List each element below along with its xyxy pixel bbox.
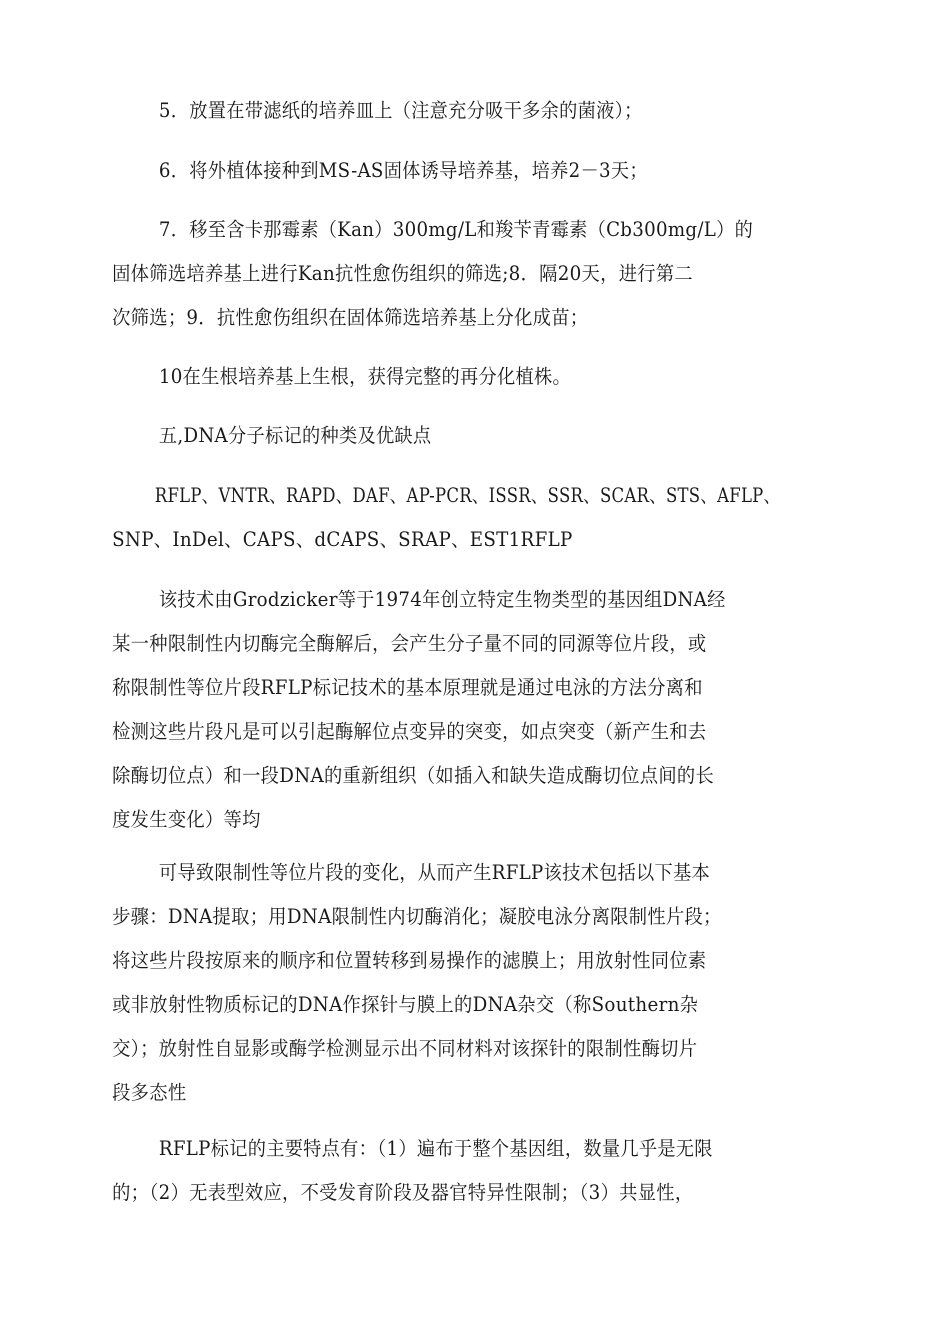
text-line: 5．放置在带滤纸的培养皿上（注意充分吸干多余的菌液）；: [158, 99, 643, 122]
text-line: 交）；放射性自显影或酶学检测显示出不同材料对该探针的限制性酶切片: [112, 1037, 698, 1060]
paragraph-rflp-principle: [112, 578, 827, 842]
paragraph-marker-list: [112, 474, 827, 562]
text-line: 度发生变化）等均: [112, 808, 261, 831]
text-line: 段多态性: [112, 1081, 187, 1104]
text-line: 7．移至含卡那霉素（Kan）300mg/L和羧苄青霉素（Cb300mg/L）的: [158, 218, 754, 241]
text-line: 五,DNA分子标记的种类及优缺点: [158, 424, 432, 447]
text-line: 次筛选；9．抗性愈伤组织在固体筛选培养基上分化成苗；: [112, 306, 589, 329]
text-line: SNP、InDel、CAPS、dCAPS、SRAP、EST1RFLP: [112, 528, 573, 551]
text-line: 检测这些片段凡是可以引起酶解位点变异的突变，如点突变（新产生和去: [112, 720, 707, 743]
text-line: 某一种限制性内切酶完全酶解后，会产生分子量不同的同源等位片段，或: [112, 632, 707, 655]
text-line: 的；（2）无表型效应，不受发育阶段及器官特异性限制；（3）共显性，: [112, 1181, 694, 1204]
text-line: 固体筛选培养基上进行Kan抗性愈伤组织的筛选;8．隔20天，进行第二: [112, 262, 694, 285]
section-heading: [115, 414, 827, 458]
text-line: 6．将外植体接种到MS-AS固体诱导培养基，培养2－3天；: [158, 159, 648, 182]
text-line: 可导致限制性等位片段的变化，从而产生RFLP该技术包括以下基本: [158, 861, 711, 884]
text-line: 将这些片段按原来的顺序和位置转移到易操作的滤膜上；用放射性同位素: [112, 949, 707, 972]
text-line: 除酶切位点）和一段DNA的重新组织（如插入和缺失造成酶切位点间的长: [112, 764, 715, 787]
paragraph-step-7-9: [112, 208, 827, 340]
text-line: 该技术由Grodzicker等于1974年创立特定生物类型的基因组DNA经: [158, 588, 726, 611]
text-line: RFLP标记的主要特点有：（1）遍布于整个基因组，数量几乎是无限: [158, 1137, 713, 1160]
paragraph-step-10: [115, 355, 827, 399]
text-line: 称限制性等位片段RFLP标记技术的基本原理就是通过电泳的方法分离和: [112, 676, 703, 699]
paragraph-step-5: [115, 89, 827, 133]
paragraph-rflp-steps: [112, 851, 827, 1115]
text-line: 10在生根培养基上生根，获得完整的再分化植株。: [158, 365, 571, 388]
text-line: 或非放射性物质标记的DNA作探针与膜上的DNA杂交（称Southern杂: [112, 993, 699, 1016]
text-line: RFLP、VNTR、RAPD、DAF、AP-PCR、ISSR、SSR、SCAR、STS、AFLP、: [154, 484, 781, 507]
text-line: 步骤：DNA提取；用DNA限制性内切酶消化；凝胶电泳分离限制性片段；: [112, 905, 722, 928]
paragraph-step-6: [115, 149, 827, 193]
paragraph-rflp-features: [112, 1127, 827, 1215]
